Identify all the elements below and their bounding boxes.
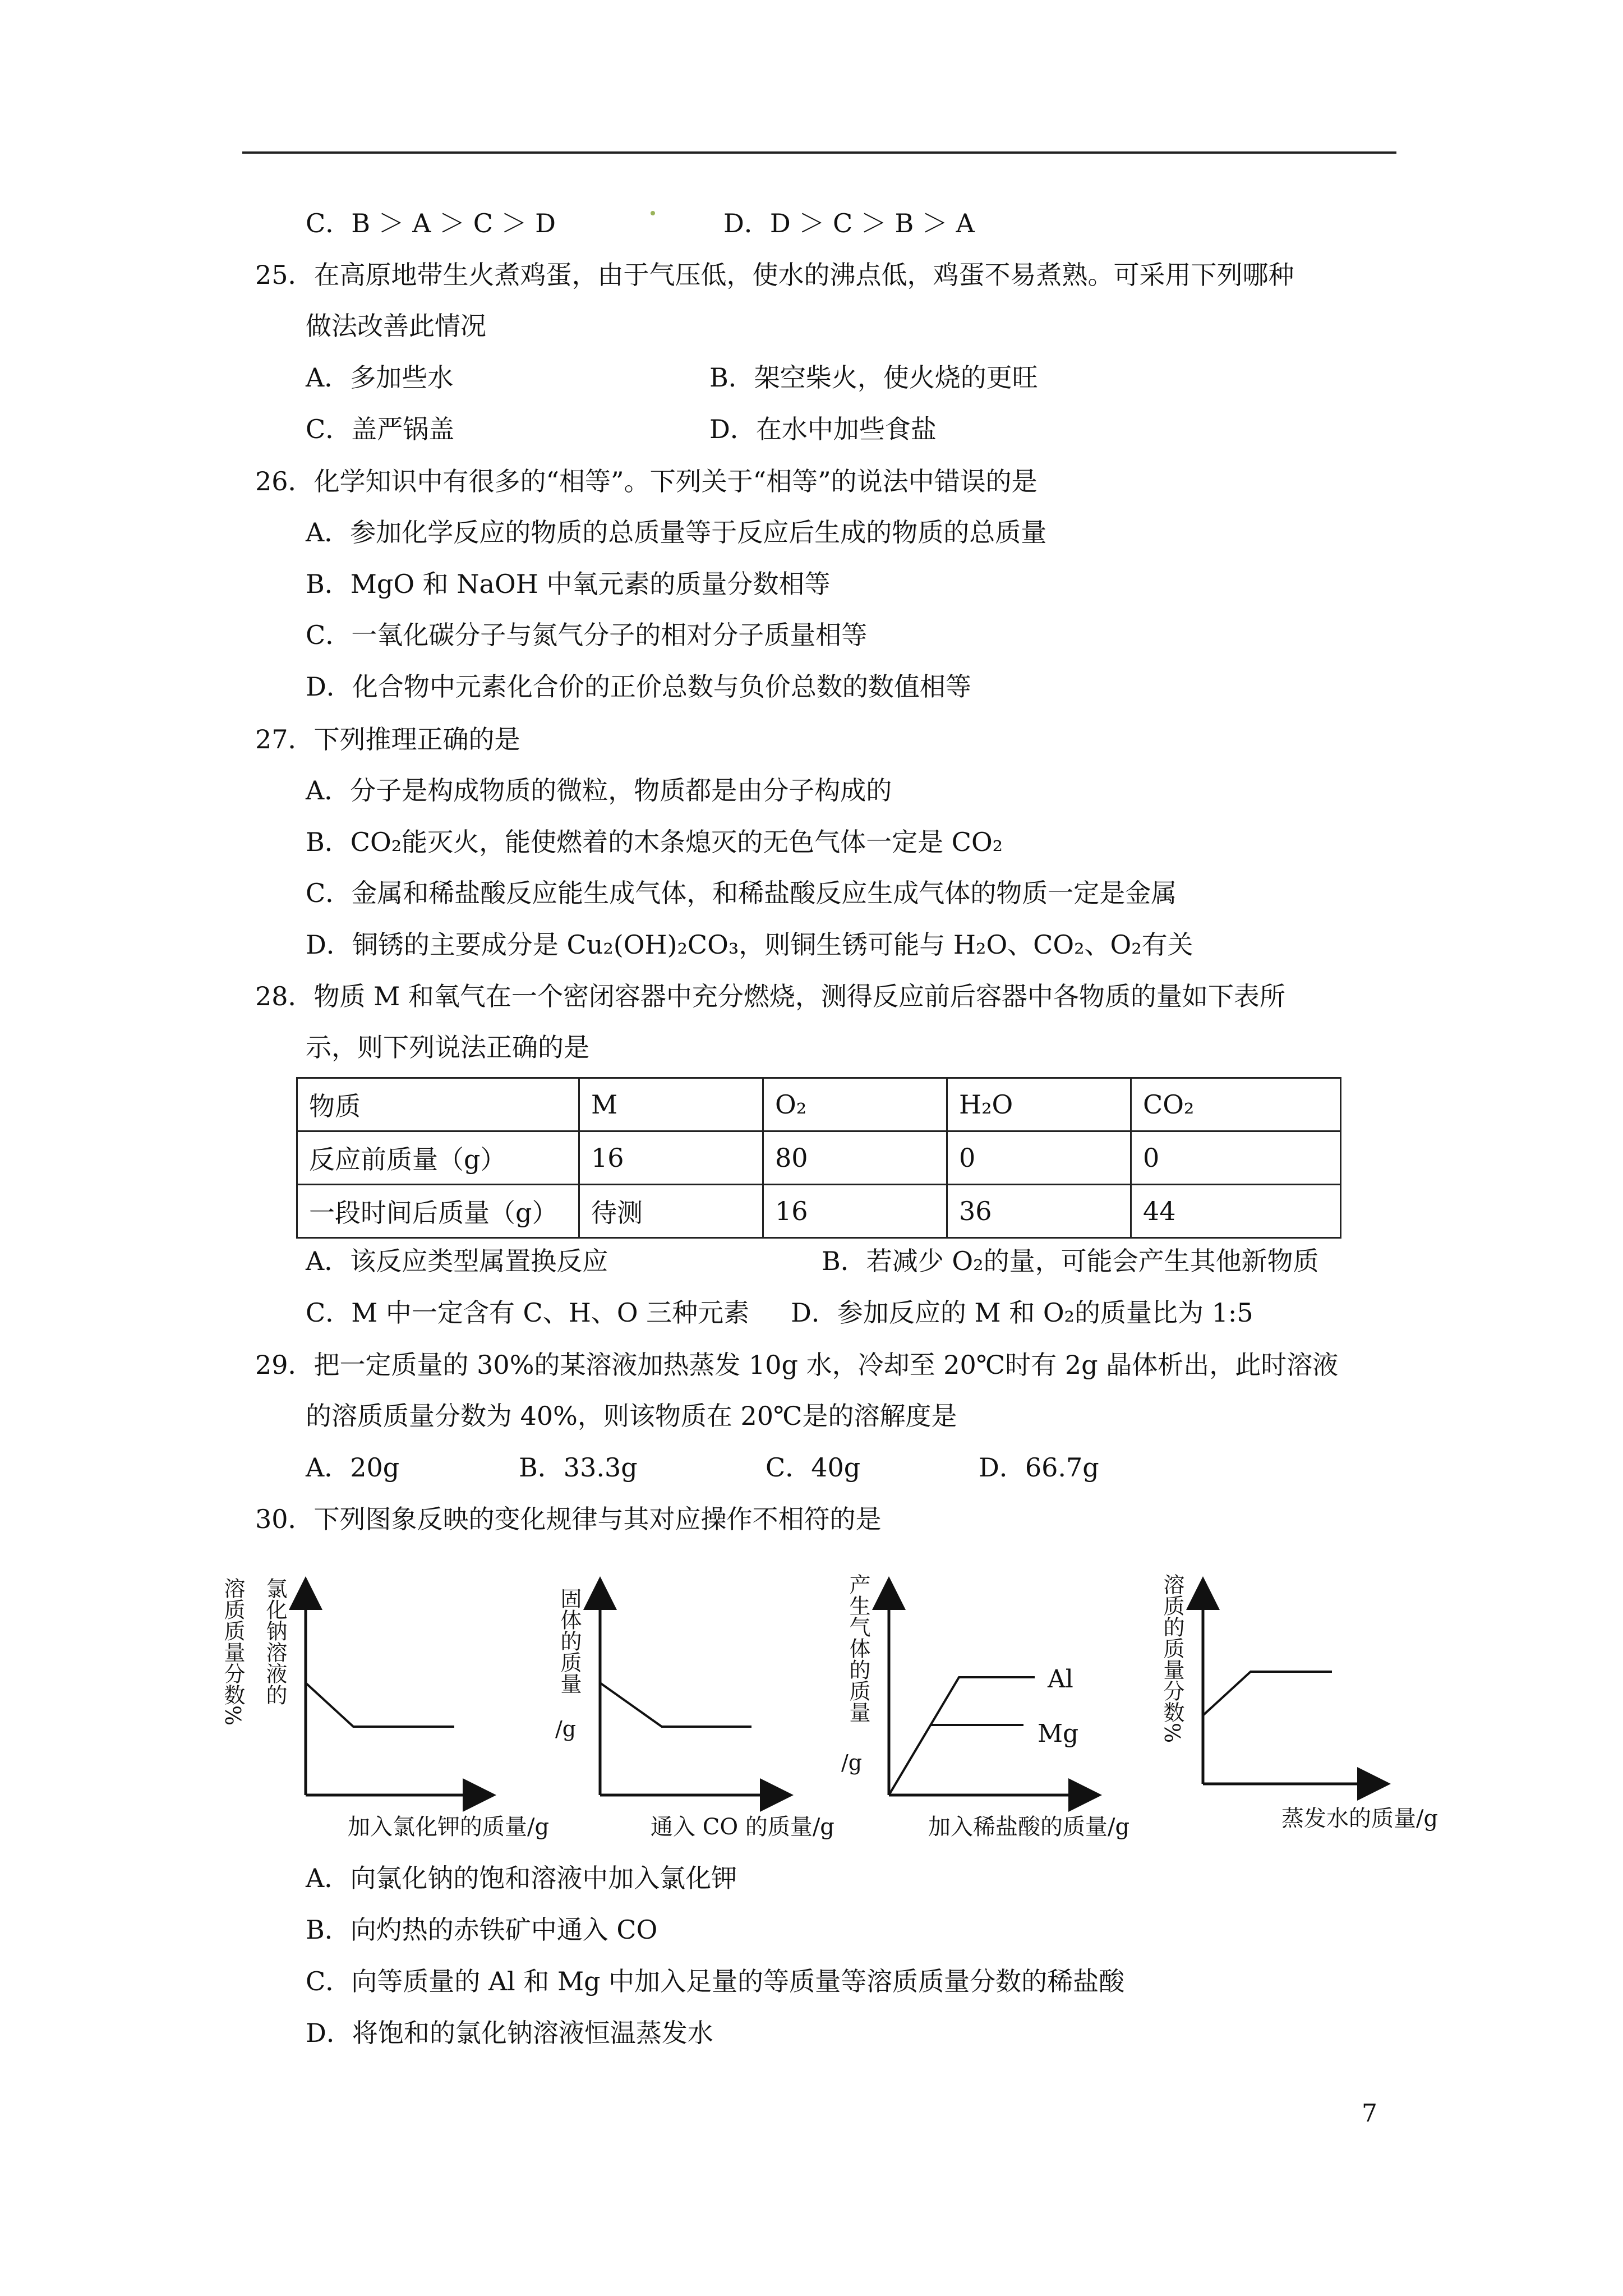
graph3-y-label: 产生气体的质量 (846, 1573, 870, 1723)
graph1 (220, 1577, 549, 1840)
table-header-cell: CO₂ (1131, 1078, 1341, 1131)
graph4-y-label: 溶质的质量分数% (1160, 1573, 1184, 1743)
table-cell: 44 (1131, 1185, 1341, 1238)
q24-option-d: D．D ＞ C ＞ B ＞ A (723, 208, 975, 238)
q29-option-d: D．66.7g (979, 1452, 1099, 1483)
q26-stem: 26．化学知识中有很多的“相等”。下列关于“相等”的说法中错误的是 (255, 466, 1038, 496)
q30-option-d: D．将饱和的氯化钠溶液恒温蒸发水 (306, 2018, 713, 2048)
q28-option-a: A．该反应类型属置换反应 (306, 1246, 608, 1276)
q28-option-b: B．若减少 O₂的量，可能会产生其他新物质 (822, 1246, 1319, 1276)
graph4-x-label: 蒸发水的质量/g (1281, 1806, 1438, 1832)
page-number: 7 (1362, 2099, 1377, 2128)
q25-option-a: A．多加些水 (306, 362, 454, 393)
graph1-curve (306, 1683, 454, 1727)
graph3-x-label: 加入稀盐酸的质量/g (928, 1814, 1130, 1840)
q25-stem-line1: 25．在高原地带生火煮鸡蛋，由于气压低，使水的沸点低，鸡蛋不易煮熟。可采用下列哪种 (255, 260, 1294, 290)
q27-stem: 27．下列推理正确的是 (255, 724, 520, 754)
graph2 (555, 1588, 834, 1840)
q28-stem-line2: 示，则下列说法正确的是 (306, 1032, 589, 1062)
stray-dot (651, 211, 655, 215)
graph1-y-label-2: 氯化钠溶液的 (262, 1577, 287, 1705)
q25-option-d: D．在水中加些食盐 (709, 414, 937, 444)
q28-data-table (296, 1077, 1341, 1239)
q25-option-c: C．盖严锅盖 (306, 414, 455, 444)
table-row (297, 1131, 1341, 1185)
graph3 (841, 1573, 1129, 1840)
table-cell: 0 (947, 1131, 1131, 1185)
graph2-y-unit: /g (555, 1717, 577, 1741)
q26-option-b: B．MgO 和 NaOH 中氧元素的质量分数相等 (306, 569, 831, 599)
q27-option-d: D．铜锈的主要成分是 Cu₂(OH)₂CO₃，则铜生锈可能与 H₂O、CO₂、O₂有关 (306, 930, 1193, 960)
graph2-y-label: 固体的质量 (557, 1588, 582, 1694)
q30-graphs (0, 1571, 1623, 1840)
graph4 (1160, 1573, 1438, 1832)
graph2-curve (600, 1683, 751, 1727)
q28-option-c: C．M 中一定含有 C、H、O 三种元素 (306, 1297, 750, 1328)
table-cell: 一段时间后质量（g） (297, 1185, 579, 1238)
graph3-al-line (889, 1677, 1035, 1795)
q26-option-a: A．参加化学反应的物质的总质量等于反应后生成的物质的总质量 (306, 517, 1047, 547)
graph3-al-label: Al (1048, 1665, 1073, 1694)
table-cell: 16 (579, 1131, 763, 1185)
q30-option-c: C．向等质量的 Al 和 Mg 中加入足量的等质量等溶质质量分数的稀盐酸 (306, 1966, 1125, 1996)
q30-stem: 30．下列图象反映的变化规律与其对应操作不相符的是 (255, 1504, 882, 1534)
table-cell: 36 (947, 1185, 1131, 1238)
table-header-cell: H₂O (947, 1078, 1131, 1131)
graph1-y-label-1: 溶质质量分数% (220, 1577, 245, 1726)
q29-option-a: A．20g (306, 1452, 400, 1483)
q25-option-b: B．架空柴火，使火烧的更旺 (709, 362, 1038, 393)
q27-option-c: C．金属和稀盐酸反应能生成气体，和稀盐酸反应生成气体的物质一定是金属 (306, 878, 1177, 908)
q28-stem-line1: 28．物质 M 和氧气在一个密闭容器中充分燃烧，测得反应前后容器中各物质的量如下表所 (255, 981, 1285, 1011)
q30-option-a: A．向氯化钠的饱和溶液中加入氯化钾 (306, 1863, 737, 1893)
q25-stem-line2: 做法改善此情况 (306, 311, 486, 341)
q29-option-c: C．40g (766, 1452, 861, 1483)
graph3-y-unit: /g (841, 1750, 863, 1775)
graph4-curve (1203, 1672, 1332, 1715)
q30-option-b: B．向灼热的赤铁矿中通入 CO (306, 1915, 658, 1945)
q29-stem-line1: 29．把一定质量的 30%的某溶液加热蒸发 10g 水，冷却至 20℃时有 2g 晶体析出，此时溶液 (255, 1350, 1339, 1380)
table-row (297, 1185, 1341, 1238)
q27-option-a: A．分子是构成物质的微粒，物质都是由分子构成的 (306, 775, 892, 806)
graph3-mg-label: Mg (1038, 1719, 1079, 1748)
table-cell: 反应前质量（g） (297, 1131, 579, 1185)
q27-option-b: B．CO₂能灭火，能使燃着的木条熄灭的无色气体一定是 CO₂ (306, 827, 1003, 857)
graph1-x-label: 加入氯化钾的质量/g (348, 1814, 550, 1840)
q24-option-c: C．B ＞ A ＞ C ＞ D (306, 208, 556, 238)
q28-option-d: D．参加反应的 M 和 O₂的质量比为 1:5 (791, 1297, 1253, 1328)
q29-stem-line2: 的溶质质量分数为 40%，则该物质在 20℃是的溶解度是 (306, 1401, 957, 1431)
table-header-cell: O₂ (763, 1078, 947, 1131)
table-header-cell: M (579, 1078, 763, 1131)
table-cell: 待测 (579, 1185, 763, 1238)
table-cell: 16 (763, 1185, 947, 1238)
table-cell: 80 (763, 1131, 947, 1185)
header-rule (242, 151, 1396, 154)
q26-option-c: C．一氧化碳分子与氮气分子的相对分子质量相等 (306, 620, 868, 650)
q26-option-d: D．化合物中元素化合价的正价总数与负价总数的数值相等 (306, 671, 971, 702)
q29-option-b: B．33.3g (519, 1452, 638, 1483)
table-cell: 0 (1131, 1131, 1341, 1185)
table-header-cell: 物质 (297, 1078, 579, 1131)
graph2-x-label: 通入 CO 的质量/g (651, 1814, 834, 1840)
table-row (297, 1078, 1341, 1131)
